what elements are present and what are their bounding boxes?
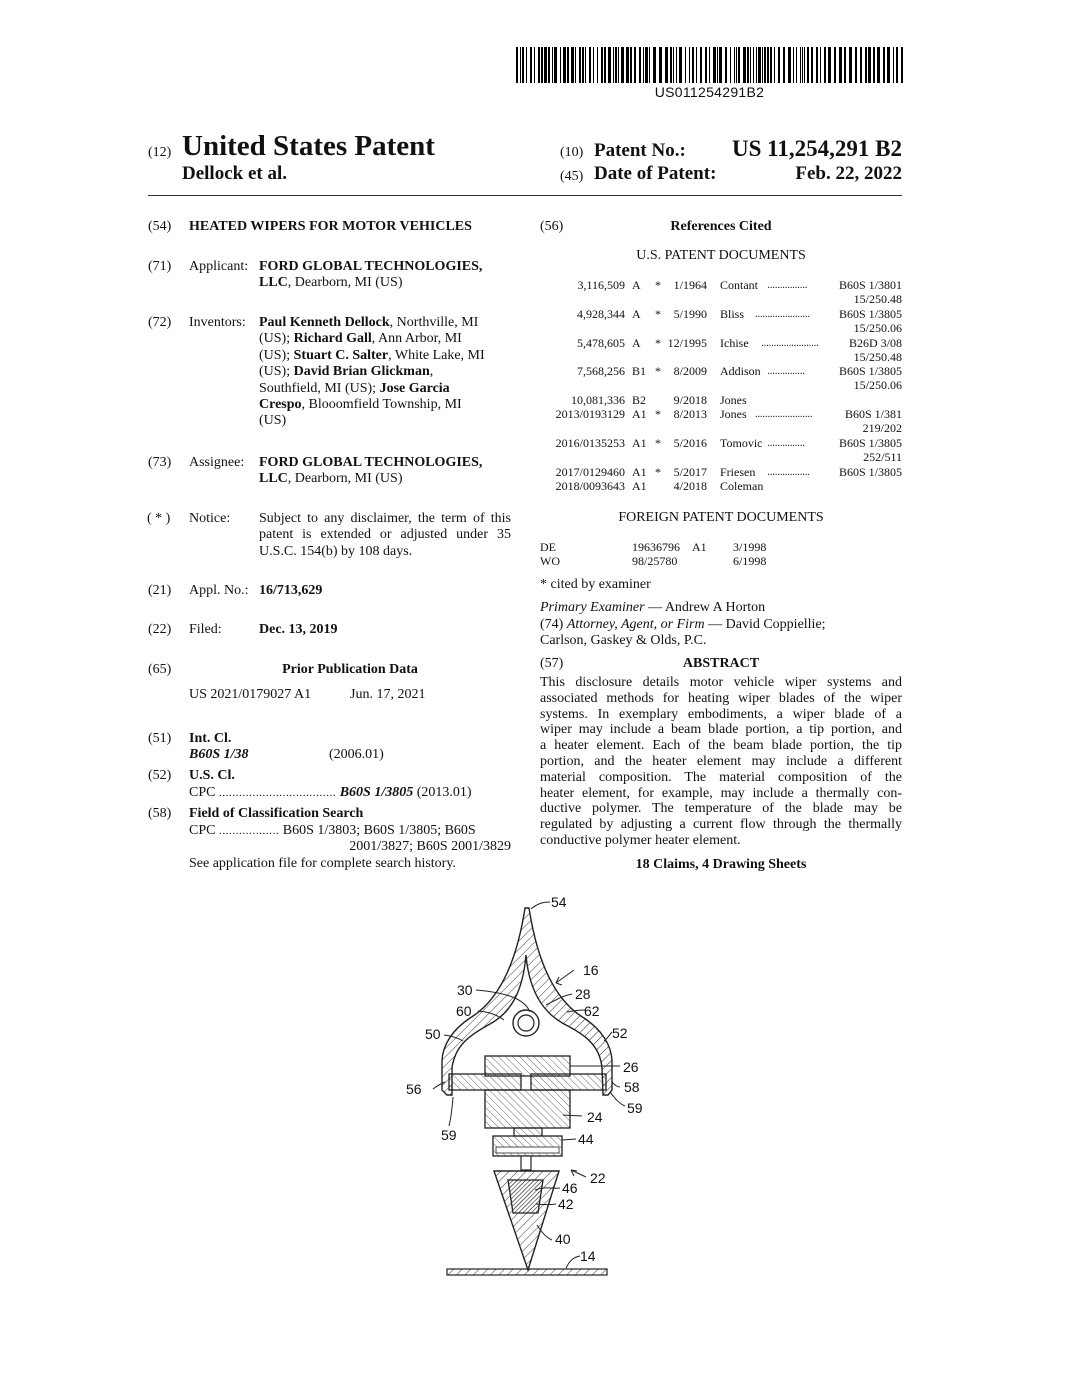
- ref-dots: ................: [767, 280, 808, 291]
- appl-code: (21): [148, 583, 172, 598]
- patent-number-label: Patent No.:: [594, 140, 686, 161]
- ref-star: *: [655, 436, 661, 450]
- barcode-bar: [634, 47, 636, 83]
- date-label: Date of Patent:: [594, 163, 717, 184]
- ref-kind: A: [632, 278, 641, 292]
- barcode-bar: [541, 47, 543, 83]
- label-62: 62: [584, 1003, 600, 1019]
- patent-date: Feb. 22, 2022: [795, 163, 902, 184]
- barcode-bar: [608, 47, 611, 83]
- barcode-bar: [534, 47, 535, 83]
- label-59-right: 59: [627, 1100, 643, 1116]
- barcode-bar: [571, 47, 574, 83]
- ref-subclass: 15/250.06: [853, 321, 902, 335]
- ref-date: 9/2018: [673, 393, 707, 407]
- ref-kind: A1: [632, 436, 647, 450]
- ref-kind: B1: [632, 364, 647, 378]
- ref-number: 2016/0135253: [555, 436, 625, 450]
- label-26: 26: [623, 1059, 639, 1075]
- barcode-bar: [730, 47, 731, 83]
- assignee-value: FORD GLOBAL TECHNOLOGIES, LLC, Dearborn, MI (US): [259, 455, 483, 487]
- ref-dots: .......................: [755, 409, 813, 420]
- barcode-bar: [811, 47, 813, 83]
- barcode-bar: [734, 47, 735, 83]
- foreign-number: 19636796: [632, 540, 680, 554]
- barcode-bar: [816, 47, 818, 83]
- inventors-label: Inventors:: [189, 315, 246, 330]
- barcode-bar: [855, 47, 857, 83]
- ref-dots: ...............: [767, 366, 805, 377]
- barcode-bar: [530, 47, 532, 83]
- barcode-bar: [774, 47, 775, 83]
- ref-name: Tomovic: [720, 436, 763, 450]
- barcode-bar: [653, 47, 656, 83]
- patent-number: US 11,254,291 B2: [732, 136, 902, 161]
- authors: Dellock et al.: [182, 163, 288, 184]
- foreign-country: DE: [540, 540, 556, 554]
- barcode-bar: [665, 47, 668, 83]
- label-40: 40: [555, 1231, 571, 1247]
- barcode-bar: [597, 47, 598, 83]
- barcode-bar: [725, 47, 727, 83]
- uscl-cpc: CPC ................................... B60S 1/3805 (2013.01): [189, 785, 472, 800]
- abstract-line: wiper may include a beam blade portion, a tip portion, and: [540, 722, 902, 738]
- refs-code: (56): [540, 219, 564, 234]
- barcode: [516, 47, 903, 83]
- ref-name: Friesen: [720, 465, 756, 479]
- ref-class: B60S 1/381: [844, 407, 902, 421]
- label-50: 50: [425, 1026, 441, 1042]
- abstract-heading: ABSTRACT: [682, 656, 760, 671]
- beam-stem: [485, 1090, 570, 1128]
- barcode-bar: [717, 47, 718, 83]
- ref-number: 2017/0129460: [555, 465, 625, 479]
- kind-code-10: (10): [560, 145, 584, 160]
- barcode-bar: [582, 47, 584, 83]
- us-reference-row: [540, 393, 902, 407]
- notice-value: Subject to any disclaimer, the term of this patent is extended or adjusted under 35 U.S.C. 154(b) by 108 days.: [259, 511, 511, 559]
- ref-date: 8/2013: [673, 407, 707, 421]
- ref-dots: ...............: [767, 438, 805, 449]
- barcode-bar: [877, 47, 880, 83]
- us-docs-heading: U.S. PATENT DOCUMENTS: [636, 248, 806, 263]
- primary-examiner: Primary Examiner — Andrew A Horton: [540, 600, 766, 615]
- label-22: 22: [590, 1170, 606, 1186]
- refs-heading: References Cited: [670, 219, 772, 234]
- ref-date: 12/1995: [667, 336, 707, 350]
- barcode-bar: [762, 47, 763, 83]
- ref-star: *: [655, 336, 661, 350]
- us-reference-row: [540, 465, 902, 479]
- barcode-bar: [873, 47, 875, 83]
- blade-heater-element: [508, 1180, 543, 1213]
- barcode-bar: [849, 47, 852, 83]
- barcode-bar: [865, 47, 867, 83]
- abstract-text: [540, 675, 902, 849]
- barcode-bar: [834, 47, 836, 83]
- abstract-line: a heater element. Each of the beam blade portion, the tip: [540, 738, 902, 754]
- ref-subclass: 15/250.48: [853, 292, 902, 306]
- prior-date: Jun. 17, 2021: [350, 687, 426, 702]
- appl-number: 16/713,629: [259, 583, 323, 598]
- barcode-bar: [758, 47, 761, 83]
- windshield: [447, 1269, 607, 1275]
- ref-name: Bliss: [720, 307, 745, 321]
- ref-kind: A: [632, 307, 641, 321]
- barcode-bar: [839, 47, 842, 83]
- barcode-bar: [807, 47, 809, 83]
- assignee-code: (73): [148, 455, 172, 470]
- barcode-bar: [538, 47, 540, 83]
- ref-class: B60S 1/3805: [838, 465, 902, 479]
- barcode-bar: [778, 47, 780, 83]
- barcode-bar: [820, 47, 821, 83]
- barcode-bar: [804, 47, 805, 83]
- label-54: 54: [551, 894, 567, 910]
- ref-kind: A: [632, 336, 641, 350]
- abstract-line: heater element, for example, may include a thermally con-: [540, 785, 902, 801]
- barcode-bar: [520, 47, 521, 83]
- field-cpc-cont: 2001/3827; B60S 2001/3829: [349, 839, 511, 854]
- ref-kind: B2: [632, 393, 647, 407]
- intcl-year: (2006.01): [329, 747, 384, 762]
- ref-star: *: [655, 307, 661, 321]
- filed-label: Filed:: [189, 622, 222, 637]
- inventors-value: Paul Kenneth Dellock, Northville, MI (US); Richard Gall, Ann Arbor, MI (US); Stuart C. Salter, White Lake, MI (US); David Brian Glickman, Southfield, MI (US); Jose Garcia Crespo, Blooomfield Township, MI (US): [259, 315, 485, 429]
- applicant-label: Applicant:: [189, 259, 249, 274]
- uscl-code: (52): [148, 768, 172, 783]
- ref-dots: .......................: [761, 338, 819, 349]
- label-14: 14: [580, 1248, 596, 1264]
- barcode-bar: [738, 47, 740, 83]
- barcode-bar: [601, 47, 603, 83]
- ref-name: Coleman: [720, 479, 764, 493]
- barcode-bar: [747, 47, 749, 83]
- attorney: (74) Attorney, Agent, or Firm — David Coppiellie;: [540, 617, 826, 632]
- barcode-bar: [613, 47, 614, 83]
- uscl-label: U.S. Cl.: [189, 768, 235, 783]
- barcode-bar: [750, 47, 751, 83]
- barcode-bar: [696, 47, 697, 83]
- ref-subclass: 219/202: [862, 421, 902, 435]
- us-reference-row: [540, 479, 902, 493]
- us-reference-row: [540, 307, 902, 321]
- foreign-country: WO: [540, 554, 560, 568]
- ref-name: Jones: [720, 393, 747, 407]
- barcode-bar: [679, 47, 682, 83]
- us-reference-row: [540, 364, 902, 378]
- barcode-bar: [713, 47, 716, 83]
- ref-number: 2018/0093643: [555, 479, 625, 493]
- prior-heading: Prior Publication Data: [282, 662, 418, 677]
- beam-top: [485, 1056, 570, 1076]
- beam-plate-left: [449, 1074, 521, 1090]
- ref-date: 4/2018: [673, 479, 707, 493]
- barcode-bar: [554, 47, 557, 83]
- barcode-bar: [793, 47, 794, 83]
- barcode-bar: [800, 47, 801, 83]
- barcode-bar: [709, 47, 710, 83]
- prior-code: (65): [148, 662, 172, 677]
- abstract-line: systems. In exemplary embodiments, a wiper blade of a: [540, 706, 902, 722]
- barcode-bar: [896, 47, 898, 83]
- label-16: 16: [583, 962, 599, 978]
- ref-star: *: [655, 278, 661, 292]
- barcode-bar: [796, 47, 797, 83]
- barcode-bar: [670, 47, 672, 83]
- barcode-bar: [630, 47, 632, 83]
- foreign-kind: A1: [692, 540, 707, 554]
- barcode-bar: [649, 47, 650, 83]
- barcode-bar: [676, 47, 677, 83]
- field-label: Field of Classification Search: [189, 806, 364, 821]
- ref-number: 2013/0193129: [555, 407, 625, 421]
- barcode-bar: [887, 47, 890, 83]
- barcode-bar: [756, 47, 757, 83]
- ref-number: 7,568,256: [577, 364, 625, 378]
- us-reference-row: [540, 336, 902, 350]
- ref-number: 10,081,336: [571, 393, 625, 407]
- intcl-label: Int. Cl.: [189, 731, 232, 746]
- ref-date: 5/2016: [673, 436, 707, 450]
- ref-date: 1/1964: [673, 278, 707, 292]
- barcode-bar: [770, 47, 772, 83]
- ref-number: 3,116,509: [577, 278, 625, 292]
- label-44: 44: [578, 1131, 594, 1147]
- intcl-class: B60S 1/38: [189, 747, 249, 762]
- barcode-bar: [893, 47, 894, 83]
- barcode-bar: [548, 47, 550, 83]
- label-60: 60: [456, 1003, 472, 1019]
- kind-code-45: (45): [560, 169, 584, 184]
- us-reference-row: [540, 278, 902, 292]
- ref-class: B60S 1/3805: [838, 364, 902, 378]
- barcode-number: US011254291B2: [654, 84, 765, 100]
- barcode-bar: [593, 47, 594, 83]
- ref-class: B60S 1/3805: [838, 307, 902, 321]
- abstract-line: This disclosure details motor vehicle wiper systems and: [540, 675, 902, 690]
- label-46: 46: [562, 1180, 578, 1196]
- notice-code: ( * ): [147, 511, 171, 526]
- assignee-label: Assignee:: [189, 455, 245, 470]
- intcl-code: (51): [148, 731, 172, 746]
- us-reference-row: [540, 407, 902, 421]
- ref-class: B60S 1/3805: [838, 436, 902, 450]
- foreign-number: 98/25780: [632, 554, 678, 568]
- ref-name: Addison: [720, 364, 761, 378]
- label-56: 56: [406, 1081, 422, 1097]
- ref-name: Contant: [720, 278, 758, 292]
- barcode-bar: [585, 47, 586, 83]
- barcode-bar: [626, 47, 629, 83]
- label-58: 58: [624, 1079, 640, 1095]
- filed-date: Dec. 13, 2019: [259, 622, 338, 637]
- abstract-line: portion, and the heater element may include a different: [540, 753, 902, 769]
- invention-title: HEATED WIPERS FOR MOTOR VEHICLES: [189, 219, 472, 234]
- ref-class: B26D 3/08: [848, 336, 902, 350]
- ref-date: 8/2009: [673, 364, 707, 378]
- barcode-bar: [844, 47, 846, 83]
- label-30: 30: [457, 982, 473, 998]
- barcode-bar: [860, 47, 862, 83]
- barcode-bar: [767, 47, 769, 83]
- foreign-reference-row: [540, 540, 902, 554]
- barcode-bar: [575, 47, 576, 83]
- barcode-bar: [560, 47, 561, 83]
- barcode-bar: [764, 47, 766, 83]
- barcode-bar: [639, 47, 641, 83]
- barcode-bar: [824, 47, 826, 83]
- barcode-bar: [567, 47, 569, 83]
- foreign-docs-heading: FOREIGN PATENT DOCUMENTS: [618, 510, 824, 525]
- barcode-bar: [621, 47, 624, 83]
- barcode-bar: [526, 47, 527, 83]
- barcode-bar: [719, 47, 722, 83]
- barcode-bar: [673, 47, 674, 83]
- filed-code: (22): [148, 622, 172, 637]
- barcode-bar: [645, 47, 648, 83]
- ref-dots: ......................: [755, 309, 810, 320]
- ref-dots: .................: [767, 467, 810, 478]
- ref-date: 5/1990: [673, 307, 707, 321]
- ref-kind: A1: [632, 407, 647, 421]
- barcode-bar: [868, 47, 871, 83]
- applicant-code: (71): [148, 259, 172, 274]
- beam-plate-right: [531, 1074, 606, 1090]
- barcode-bar: [689, 47, 690, 83]
- field-search-history: See application file for complete search history.: [189, 856, 456, 871]
- document-title: United States Patent: [182, 130, 435, 162]
- abstract-line: conductive polymer heater element.: [540, 832, 741, 848]
- appl-label: Appl. No.:: [189, 583, 249, 598]
- label-52: 52: [612, 1025, 628, 1041]
- ref-class: B60S 1/3801: [838, 278, 902, 292]
- ref-date: 5/2017: [673, 465, 707, 479]
- barcode-bar: [783, 47, 785, 83]
- notice-label: Notice:: [189, 511, 231, 526]
- barcode-bar: [618, 47, 619, 83]
- foreign-reference-row: [540, 554, 902, 568]
- barcode-bar: [563, 47, 566, 83]
- ref-subclass: 15/250.48: [853, 350, 902, 364]
- ref-name: Ichise: [720, 336, 749, 350]
- kind-code-12: (12): [148, 145, 172, 160]
- abstract-line: ductive polymer. The temperature of the blade may be: [540, 801, 902, 817]
- patent-drawing: [395, 885, 655, 1280]
- barcode-bar: [685, 47, 686, 83]
- foreign-date: 6/1998: [733, 554, 767, 568]
- inventors-code: (72): [148, 315, 172, 330]
- barcode-bar: [544, 47, 547, 83]
- label-24: 24: [587, 1109, 603, 1125]
- ref-star: *: [655, 407, 661, 421]
- header-rule: [148, 195, 902, 196]
- ref-number: 5,478,605: [577, 336, 625, 350]
- barcode-bar: [705, 47, 707, 83]
- foreign-date: 3/1998: [733, 540, 767, 554]
- label-59-left: 59: [441, 1127, 457, 1143]
- barcode-bar: [736, 47, 737, 83]
- barcode-bar: [579, 47, 581, 83]
- claims-summary: 18 Claims, 4 Drawing Sheets: [635, 857, 807, 872]
- abstract-line: regulated by adjusting a current flow through the thermally: [540, 817, 902, 833]
- barcode-bar: [743, 47, 746, 83]
- field-cpc: CPC .................. B60S 1/3803; B60S 1/3805; B60S: [189, 823, 476, 838]
- barcode-bar: [615, 47, 617, 83]
- ref-number: 4,928,344: [577, 307, 625, 321]
- barcode-bar: [753, 47, 754, 83]
- barcode-bar: [700, 47, 702, 83]
- abstract-line: material composition. The material composition of the: [540, 769, 902, 785]
- label-42: 42: [558, 1196, 574, 1212]
- barcode-bar: [659, 47, 662, 83]
- barcode-bar: [692, 47, 694, 83]
- barcode-bar: [828, 47, 831, 83]
- ref-name: Jones: [720, 407, 747, 421]
- abstract-line: associated methods for heating wiper blades of the wiper: [540, 690, 902, 706]
- abstract-code: (57): [540, 656, 564, 671]
- barcode-bar: [802, 47, 803, 83]
- ref-kind: A1: [632, 465, 647, 479]
- barcode-bar: [901, 47, 903, 83]
- barcode-bar: [522, 47, 524, 83]
- attorney-firm: Carlson, Gaskey & Olds, P.C.: [540, 633, 707, 648]
- barcode-bar: [589, 47, 591, 83]
- barcode-bar: [604, 47, 606, 83]
- barcode-bar: [788, 47, 791, 83]
- barcode-bar: [552, 47, 553, 83]
- title-code: (54): [148, 219, 172, 234]
- us-reference-row: [540, 436, 902, 450]
- cited-by-examiner: * cited by examiner: [540, 577, 651, 592]
- barcode-bar: [883, 47, 885, 83]
- applicant-value: FORD GLOBAL TECHNOLOGIES, LLC, Dearborn, MI (US): [259, 259, 483, 291]
- label-28: 28: [575, 986, 591, 1002]
- prior-publication: US 2021/0179027 A1: [189, 687, 312, 702]
- ref-kind: A1: [632, 479, 647, 493]
- field-code: (58): [148, 806, 172, 821]
- ref-star: *: [655, 465, 661, 479]
- barcode-bar: [643, 47, 644, 83]
- barcode-bar: [516, 47, 518, 83]
- ref-subclass: 15/250.06: [853, 378, 902, 392]
- ref-subclass: 252/511: [863, 450, 902, 464]
- ref-star: *: [655, 364, 661, 378]
